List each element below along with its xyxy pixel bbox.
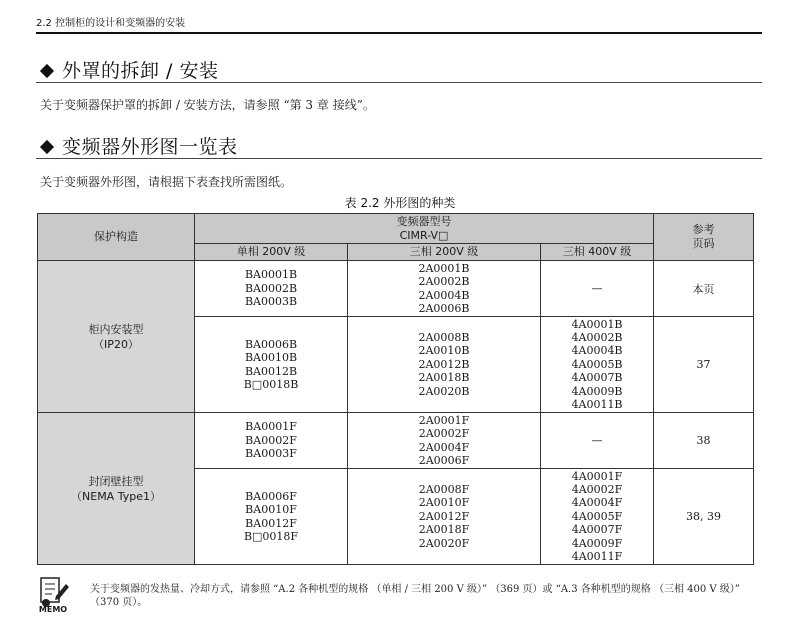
model-list-three-200 (348, 469, 541, 565)
model-number: BA0012B (244, 364, 298, 378)
section-heading-cover (36, 56, 218, 83)
section-rule (36, 82, 762, 83)
section-heading-outline-text: 变频器外形图一览表 (62, 136, 238, 158)
model-number: 4A0007B (571, 371, 623, 385)
section-rule (36, 158, 762, 159)
model-list-three-400 (541, 469, 654, 565)
model-number: 2A0001F (418, 413, 470, 427)
model-number: 2A0012B (418, 357, 470, 371)
model-number: BA0002F (245, 433, 297, 447)
section-heading-cover-text: 外罩的拆卸 / 安装 (62, 60, 219, 82)
model-number: 4A0009B (571, 384, 623, 398)
running-head: 2.2 控制柜的设计和变频器的安装 (36, 18, 186, 29)
header-model-line1: 变频器型号 (396, 214, 452, 228)
model-number: 4A0009F (571, 536, 623, 550)
model-number: 2A0004F (418, 440, 470, 454)
protection-type-name: 封闭壁挂型 (88, 474, 144, 488)
model-number: 4A0002B (571, 330, 623, 344)
header-single-200v: 单相 200V 级 (195, 244, 348, 261)
model-list-single-200 (195, 261, 348, 317)
protection-type-rating: （NEMA Type1） (71, 489, 161, 503)
model-number: BA0006B (244, 337, 298, 351)
reference-page: 本页 (654, 261, 754, 317)
protection-type-cell (38, 261, 195, 413)
header-model-line2: CIMR-V□ (399, 228, 449, 242)
header-rule (36, 32, 762, 34)
header-protection: 保护构造 (38, 214, 195, 261)
model-number: 4A0005F (571, 509, 623, 523)
header-three-400v: 三相 400V 级 (541, 244, 654, 261)
model-number: B□0018F (243, 529, 299, 543)
memo-label: MEMO (38, 605, 68, 614)
reference-page: 38 (654, 413, 754, 469)
model-number: 4A0002F (571, 482, 623, 496)
model-number: BA0010B (244, 351, 298, 365)
header-ref-line1: 参考 (692, 223, 715, 236)
table-row (38, 261, 754, 317)
diamond-bullet-icon (40, 63, 54, 77)
protection-type-rating: （IP20） (93, 337, 139, 351)
diamond-bullet-icon (40, 139, 54, 153)
model-number: — (591, 281, 603, 295)
table-row (38, 413, 754, 469)
model-number: 2A0008F (418, 482, 470, 496)
model-number: 2A0006B (418, 301, 470, 315)
model-number: 2A0010F (418, 496, 470, 510)
protection-type-name: 柜内安装型 (88, 322, 144, 336)
model-number: 2A0004B (418, 288, 470, 302)
model-number: BA0001B (244, 268, 298, 282)
model-number: 2A0002F (418, 427, 470, 441)
model-number: 2A0012F (418, 509, 470, 523)
header-three-200v: 三相 200V 级 (348, 244, 541, 261)
model-number: 4A0004F (571, 496, 623, 510)
model-number: 4A0005B (571, 357, 623, 371)
model-number: 2A0001B (418, 261, 470, 275)
outline-instructions: 关于变频器外形图，请根据下表查找所需图纸。 (40, 175, 293, 189)
model-number: 2A0018B (418, 371, 470, 385)
protection-type-cell (38, 413, 195, 565)
section-heading-outline (36, 132, 238, 159)
model-number: — (591, 433, 603, 447)
model-number: B□0018B (243, 377, 299, 391)
model-number: BA0012F (245, 516, 297, 530)
model-number: 2A0006F (418, 453, 470, 467)
model-list-single-200 (195, 317, 348, 413)
model-number: BA0001F (245, 420, 297, 434)
model-number: 2A0002B (418, 275, 470, 289)
model-list-single-200 (195, 469, 348, 565)
model-number: 4A0011B (571, 398, 623, 412)
model-number: 4A0001F (571, 469, 623, 483)
model-list-three-200 (348, 261, 541, 317)
model-number: 4A0011F (571, 550, 623, 564)
model-list-three-200 (348, 317, 541, 413)
outline-drawing-table (37, 213, 754, 565)
model-number: 2A0020F (418, 536, 470, 550)
model-number: 2A0008B (418, 330, 470, 344)
model-number: 4A0001B (571, 317, 623, 331)
model-number: 4A0007F (571, 523, 623, 537)
table-caption: 表 2.2 外形图的种类 (344, 196, 456, 210)
model-list-three-200 (348, 413, 541, 469)
header-ref-line2: 页码 (692, 237, 715, 250)
model-list-single-200 (195, 413, 348, 469)
model-number: BA0003F (245, 447, 297, 461)
model-list-three-400 (541, 261, 654, 317)
model-number: BA0003B (244, 295, 298, 309)
model-number: 2A0010B (418, 344, 470, 358)
cover-instructions: 关于变频器保护罩的拆卸 / 安装方法，请参照 “第 3 章 接线”。 (40, 98, 375, 112)
model-number: BA0010F (245, 503, 297, 517)
reference-page: 38, 39 (654, 469, 754, 565)
model-number: 2A0020B (418, 384, 470, 398)
model-number: 4A0004B (571, 344, 623, 358)
model-list-three-400 (541, 317, 654, 413)
model-number: 2A0018F (418, 523, 470, 537)
model-number: BA0006F (245, 489, 297, 503)
memo-note: 关于变频器的发热量、冷却方式，请参照 “A.2 各种机型的规格 （单相 / 三相 200 V 级）” （369 页）或 “A.3 各种机型的规格 （三相 400 V 级）” （370 页）。 (90, 584, 740, 608)
model-number: BA0002B (244, 281, 298, 295)
model-list-three-400 (541, 413, 654, 469)
header-model (195, 214, 654, 244)
reference-page: 37 (654, 317, 754, 413)
header-reference (654, 214, 754, 261)
